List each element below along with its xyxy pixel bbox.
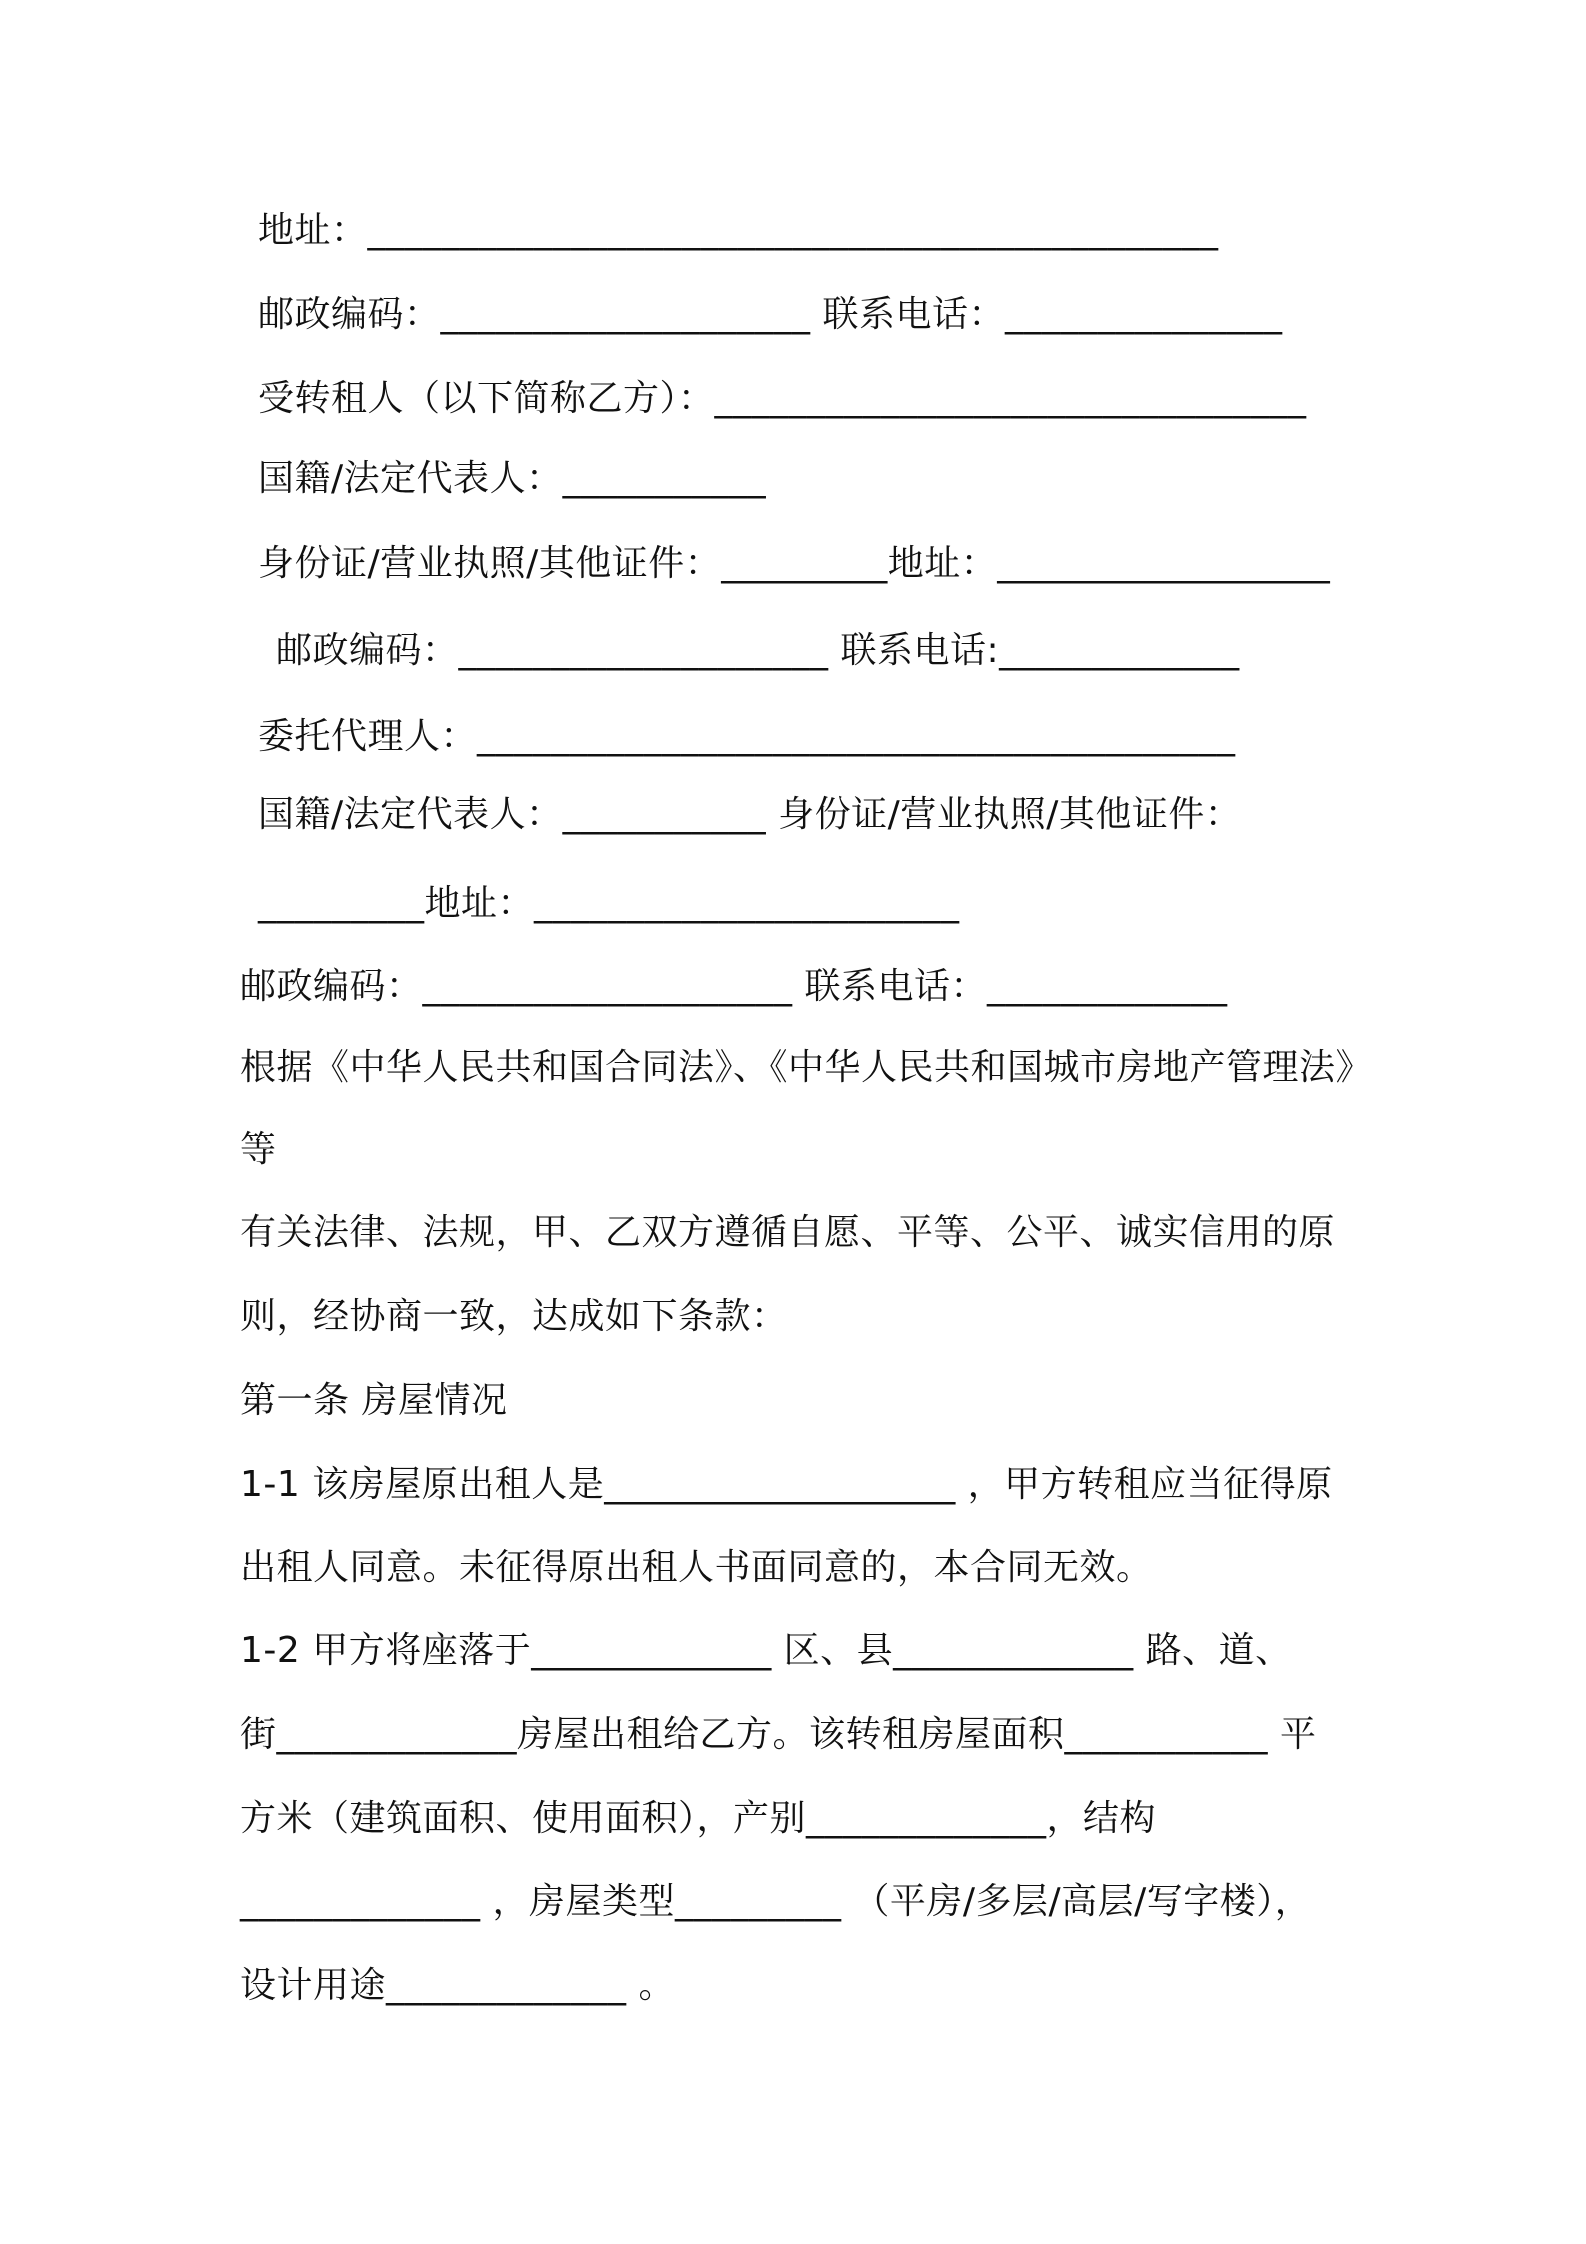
- article-1-heading: 第一条 房屋情况: [240, 1380, 508, 1421]
- agent-postcode-phone-line: 邮政编码：____________________ 联系电话：_____________: [240, 966, 1228, 1007]
- party-b-id-address-line: 身份证/营业执照/其他证件：_________地址：__________________: [258, 543, 1331, 584]
- clause-1-1-line: 1-1 该房屋原出租人是___________________ ，甲方转租应当征得原: [240, 1464, 1333, 1505]
- party-a-address-line: 地址：______________________________________________: [258, 210, 1219, 251]
- clause-1-2-line: 1-2 甲方将座落于_____________ 区、县_____________ 路、道、: [240, 1630, 1292, 1671]
- clause-1-2-continuation-3: _____________ ，房屋类型_________ （平房/多层/高层/写字楼），: [240, 1881, 1312, 1922]
- agent-nationality-id-line: 国籍/法定代表人：___________ 身份证/营业执照/其他证件：: [258, 794, 1242, 835]
- law-reference-continuation: 等: [240, 1129, 277, 1170]
- sublessee-line: 受转租人（以下简称乙方）：________________________________: [258, 378, 1307, 419]
- clause-1-2-continuation-2: 方米（建筑面积、使用面积），产别_____________，结构: [240, 1798, 1157, 1839]
- clause-1-2-continuation-4: 设计用途_____________ 。: [240, 1965, 675, 2006]
- agent-line: 委托代理人：_________________________________________: [258, 716, 1236, 757]
- clause-1-1-continuation: 出租人同意。未征得原出租人书面同意的，本合同无效。: [240, 1547, 1153, 1588]
- party-b-postcode-phone-line: 邮政编码：____________________ 联系电话:_____________: [276, 630, 1240, 671]
- party-b-nationality-line: 国籍/法定代表人：___________: [258, 458, 767, 499]
- clause-1-2-continuation-1: 街_____________房屋出租给乙方。该转租房屋面积___________ 平: [240, 1714, 1317, 1755]
- agent-address-line: _________地址：_______________________: [258, 883, 960, 924]
- party-a-postcode-phone-line: 邮政编码：____________________ 联系电话：_______________: [258, 294, 1283, 335]
- law-reference-line: 根据《中华人民共和国合同法》、《中华人民共和国城市房地产管理法》: [240, 1047, 1373, 1088]
- principles-line: 有关法律、法规，甲、乙双方遵循自愿、平等、公平、诚实信用的原: [240, 1212, 1336, 1253]
- principles-continuation: 则，经协商一致，达成如下条款：: [240, 1296, 788, 1337]
